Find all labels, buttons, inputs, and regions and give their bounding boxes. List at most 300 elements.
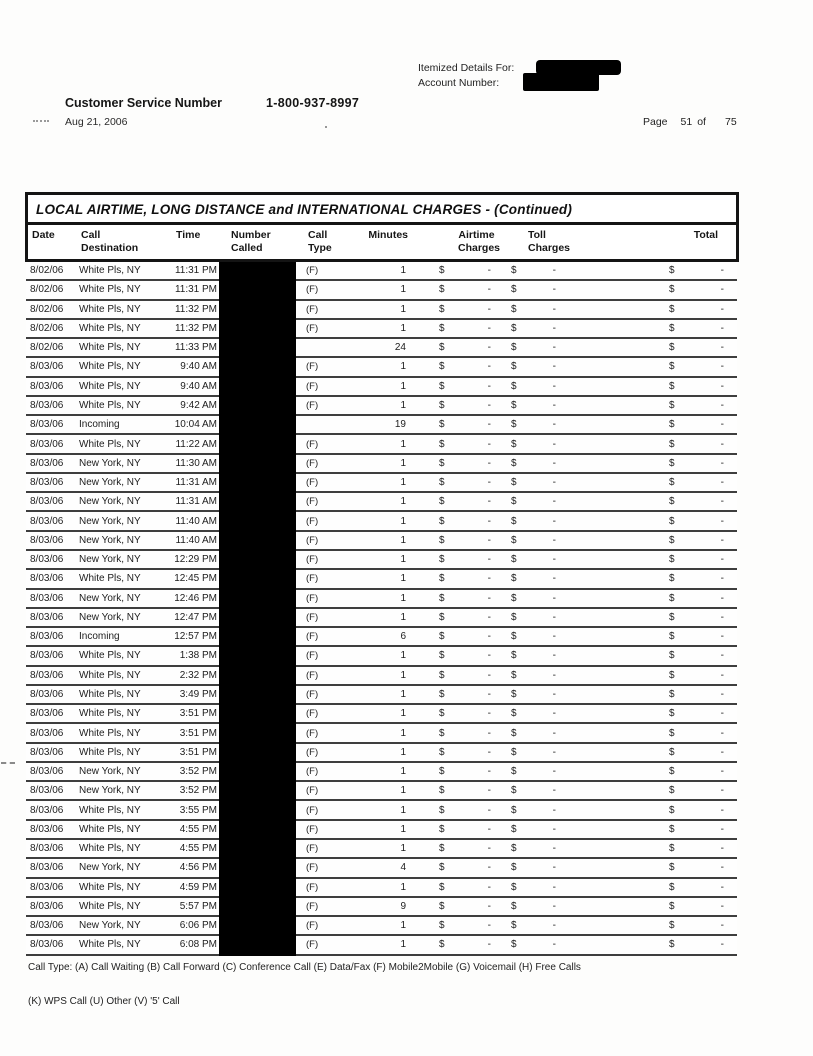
currency-sign: $	[669, 342, 675, 354]
zero-amount-dash: -	[720, 419, 724, 431]
cell-toll-charges	[493, 342, 558, 353]
cell-minutes: 1	[400, 380, 406, 392]
cell-total	[654, 612, 737, 623]
currency-sign: $	[511, 361, 517, 373]
cell-destination: White Pls, NY	[79, 303, 141, 315]
cell-toll-charges	[493, 516, 558, 527]
cell-time: 4:55 PM	[179, 823, 217, 835]
currency-sign: $	[669, 515, 675, 527]
zero-amount-dash: -	[487, 573, 491, 585]
cell-airtime-charges	[406, 361, 493, 372]
zero-amount-dash: -	[552, 881, 556, 893]
currency-sign: $	[669, 284, 675, 296]
cell-airtime-charges	[406, 477, 493, 488]
currency-sign: $	[669, 669, 675, 681]
cell-time: 10:04 AM	[174, 419, 217, 431]
table-row	[26, 262, 737, 281]
zero-amount-dash: -	[487, 342, 491, 354]
cell-destination: White Pls, NY	[79, 361, 141, 373]
currency-sign: $	[439, 881, 445, 893]
cell-minutes: 1	[400, 804, 406, 816]
statement-date: Aug 21, 2006	[65, 116, 128, 128]
cell-toll-charges	[493, 439, 558, 450]
cell-call-type: (F)	[306, 688, 319, 700]
currency-sign: $	[439, 554, 445, 566]
cell-destination: New York, NY	[79, 496, 141, 508]
cell-destination: White Pls, NY	[79, 939, 141, 951]
currency-sign: $	[669, 611, 675, 623]
cell-minutes: 1	[400, 920, 406, 932]
table-row	[26, 455, 737, 474]
zero-amount-dash: -	[720, 477, 724, 489]
cell-toll-charges	[493, 708, 558, 719]
zero-amount-dash: -	[552, 611, 556, 623]
col-header-number-called	[219, 229, 298, 254]
zero-amount-dash: -	[487, 438, 491, 450]
table-row	[26, 879, 737, 898]
currency-sign: $	[511, 727, 517, 739]
cell-call-type: (F)	[306, 881, 319, 893]
cell-time: 11:40 AM	[175, 534, 217, 546]
cell-airtime-charges	[406, 631, 493, 642]
zero-amount-dash: -	[487, 650, 491, 662]
cell-date: 8/03/06	[30, 688, 64, 700]
currency-sign: $	[511, 688, 517, 700]
cell-toll-charges	[493, 670, 558, 681]
currency-sign: $	[669, 804, 675, 816]
zero-amount-dash: -	[487, 265, 491, 277]
cell-call-type: (F)	[306, 920, 319, 932]
zero-amount-dash: -	[720, 438, 724, 450]
cell-time: 6:06 PM	[179, 920, 217, 932]
currency-sign: $	[669, 322, 675, 334]
zero-amount-dash: -	[720, 631, 724, 643]
cell-minutes: 1	[400, 554, 406, 566]
zero-amount-dash: -	[487, 900, 491, 912]
currency-sign: $	[439, 361, 445, 373]
cell-airtime-charges	[406, 304, 493, 315]
cell-time: 3:52 PM	[179, 785, 217, 797]
currency-sign: $	[669, 438, 675, 450]
table-row	[26, 609, 737, 628]
currency-sign: $	[669, 650, 675, 662]
table-row	[26, 840, 737, 859]
cell-total	[654, 862, 737, 873]
cell-destination: White Pls, NY	[79, 708, 141, 720]
cell-minutes: 1	[400, 438, 406, 450]
zero-amount-dash: -	[552, 303, 556, 315]
table-row	[26, 590, 737, 609]
cell-minutes: 1	[400, 496, 406, 508]
cell-destination: White Pls, NY	[79, 650, 141, 662]
cell-date: 8/03/06	[30, 881, 64, 893]
zero-amount-dash: -	[720, 380, 724, 392]
cell-total	[654, 265, 737, 276]
zero-amount-dash: -	[552, 380, 556, 392]
zero-amount-dash: -	[487, 284, 491, 296]
currency-sign: $	[511, 843, 517, 855]
zero-amount-dash: -	[552, 592, 556, 604]
cell-destination: Incoming	[79, 631, 120, 643]
zero-amount-dash: -	[720, 727, 724, 739]
cell-time: 11:31 PM	[174, 284, 217, 296]
currency-sign: $	[439, 650, 445, 662]
cell-date: 8/03/06	[30, 477, 64, 489]
currency-sign: $	[439, 380, 445, 392]
cell-destination: White Pls, NY	[79, 823, 141, 835]
cell-time: 9:40 AM	[180, 361, 217, 373]
cell-toll-charges	[493, 573, 558, 584]
zero-amount-dash: -	[487, 361, 491, 373]
currency-sign: $	[511, 438, 517, 450]
cell-date: 8/03/06	[30, 900, 64, 912]
zero-amount-dash: -	[552, 688, 556, 700]
cell-minutes: 1	[400, 361, 406, 373]
table-row	[26, 320, 737, 339]
cell-total	[654, 766, 737, 777]
customer-service-line	[65, 96, 359, 110]
currency-sign: $	[511, 477, 517, 489]
cell-total	[654, 593, 737, 604]
zero-amount-dash: -	[552, 862, 556, 874]
table-row	[26, 301, 737, 320]
cell-total	[654, 824, 737, 835]
cell-toll-charges	[493, 265, 558, 276]
cell-time: 11:30 AM	[175, 457, 217, 469]
currency-sign: $	[439, 843, 445, 855]
cell-call-type: (F)	[306, 592, 319, 604]
table-row	[26, 532, 737, 551]
cell-time: 12:46 PM	[174, 592, 217, 604]
zero-amount-dash: -	[720, 515, 724, 527]
currency-sign: $	[669, 843, 675, 855]
currency-sign: $	[439, 265, 445, 277]
zero-amount-dash: -	[720, 669, 724, 681]
zero-amount-dash: -	[487, 477, 491, 489]
cell-call-type: (F)	[306, 785, 319, 797]
cell-toll-charges	[493, 535, 558, 546]
cell-airtime-charges	[406, 901, 493, 912]
cell-airtime-charges	[406, 342, 493, 353]
currency-sign: $	[439, 611, 445, 623]
zero-amount-dash: -	[720, 611, 724, 623]
cell-airtime-charges	[406, 670, 493, 681]
cell-airtime-charges	[406, 458, 493, 469]
zero-amount-dash: -	[552, 342, 556, 354]
currency-sign: $	[439, 438, 445, 450]
currency-sign: $	[511, 534, 517, 546]
currency-sign: $	[439, 900, 445, 912]
cell-toll-charges	[493, 612, 558, 623]
col-header-airtime-charges	[408, 229, 501, 254]
cell-minutes: 1	[400, 708, 406, 720]
cell-airtime-charges	[406, 728, 493, 739]
zero-amount-dash: -	[487, 554, 491, 566]
cell-minutes: 1	[400, 284, 406, 296]
cell-date: 8/03/06	[30, 843, 64, 855]
col-header-airtime-line2: Charges	[458, 241, 501, 254]
zero-amount-dash: -	[487, 881, 491, 893]
cell-airtime-charges	[406, 939, 493, 950]
cell-time: 12:45 PM	[174, 573, 217, 585]
col-header-spacer	[560, 229, 653, 254]
table-row	[26, 512, 737, 531]
currency-sign: $	[439, 477, 445, 489]
cell-time: 3:51 PM	[179, 746, 217, 758]
cell-destination: New York, NY	[79, 477, 141, 489]
currency-sign: $	[511, 265, 517, 277]
cell-call-type: (F)	[306, 611, 319, 623]
zero-amount-dash: -	[552, 477, 556, 489]
cell-total	[654, 920, 737, 931]
zero-amount-dash: -	[720, 746, 724, 758]
currency-sign: $	[669, 881, 675, 893]
cell-date: 8/03/06	[30, 573, 64, 585]
zero-amount-dash: -	[487, 766, 491, 778]
zero-amount-dash: -	[720, 265, 724, 277]
cell-airtime-charges	[406, 573, 493, 584]
cell-minutes: 6	[400, 631, 406, 643]
cell-call-type: (F)	[306, 823, 319, 835]
itemized-details-block	[418, 61, 514, 91]
col-header-type-line2: Type	[308, 241, 332, 254]
cell-minutes: 1	[400, 688, 406, 700]
cell-airtime-charges	[406, 862, 493, 873]
cell-toll-charges	[493, 650, 558, 661]
cell-call-type: (F)	[306, 746, 319, 758]
currency-sign: $	[511, 573, 517, 585]
currency-sign: $	[511, 611, 517, 623]
cell-time: 6:08 PM	[179, 939, 217, 951]
zero-amount-dash: -	[487, 746, 491, 758]
zero-amount-dash: -	[720, 534, 724, 546]
table-row	[26, 705, 737, 724]
zero-amount-dash: -	[552, 843, 556, 855]
cell-minutes: 19	[394, 419, 406, 431]
zero-amount-dash: -	[720, 322, 724, 334]
cell-airtime-charges	[406, 612, 493, 623]
cell-total	[654, 728, 737, 739]
currency-sign: $	[511, 303, 517, 315]
cell-call-type: (F)	[306, 573, 319, 585]
zero-amount-dash: -	[720, 342, 724, 354]
cell-destination: New York, NY	[79, 785, 141, 797]
cell-destination: Incoming	[79, 419, 120, 431]
cell-minutes: 1	[400, 592, 406, 604]
col-header-toll-line1: Toll	[528, 229, 546, 241]
cell-toll-charges	[493, 381, 558, 392]
customer-service-number: 1-800-937-8997	[266, 96, 360, 110]
col-header-destination-line2: Destination	[81, 241, 139, 254]
cell-minutes: 1	[400, 939, 406, 951]
zero-amount-dash: -	[487, 669, 491, 681]
table-row	[26, 667, 737, 686]
cell-total	[654, 439, 737, 450]
currency-sign: $	[511, 766, 517, 778]
cell-date: 8/03/06	[30, 862, 64, 874]
col-header-date: Date	[32, 229, 55, 241]
cell-call-type: (F)	[306, 265, 319, 277]
cell-total	[654, 361, 737, 372]
currency-sign: $	[439, 823, 445, 835]
zero-amount-dash: -	[487, 611, 491, 623]
itemized-details-label: Itemized Details For:	[418, 62, 515, 74]
zero-amount-dash: -	[552, 727, 556, 739]
cell-airtime-charges	[406, 882, 493, 893]
cell-time: 12:47 PM	[174, 611, 217, 623]
cell-date: 8/03/06	[30, 631, 64, 643]
zero-amount-dash: -	[720, 592, 724, 604]
cell-time: 4:59 PM	[179, 881, 217, 893]
cell-toll-charges	[493, 939, 558, 950]
zero-amount-dash: -	[552, 554, 556, 566]
zero-amount-dash: -	[720, 766, 724, 778]
currency-sign: $	[669, 380, 675, 392]
currency-sign: $	[439, 862, 445, 874]
cell-total	[654, 631, 737, 642]
zero-amount-dash: -	[552, 669, 556, 681]
cell-total	[654, 939, 737, 950]
zero-amount-dash: -	[552, 534, 556, 546]
currency-sign: $	[511, 496, 517, 508]
cell-call-type: (F)	[306, 380, 319, 392]
cell-date: 8/03/06	[30, 785, 64, 797]
cell-destination: White Pls, NY	[79, 342, 141, 354]
cell-toll-charges	[493, 496, 558, 507]
cell-destination: New York, NY	[79, 611, 141, 623]
currency-sign: $	[669, 361, 675, 373]
zero-amount-dash: -	[720, 708, 724, 720]
cell-time: 11:32 PM	[174, 303, 217, 315]
cell-airtime-charges	[406, 593, 493, 604]
currency-sign: $	[511, 554, 517, 566]
table-row	[26, 724, 737, 743]
currency-sign: $	[669, 265, 675, 277]
cell-date: 8/03/06	[30, 766, 64, 778]
table-row	[26, 936, 737, 955]
currency-sign: $	[439, 766, 445, 778]
cell-toll-charges	[493, 805, 558, 816]
zero-amount-dash: -	[487, 534, 491, 546]
currency-sign: $	[511, 380, 517, 392]
table-row	[26, 763, 737, 782]
zero-amount-dash: -	[487, 399, 491, 411]
cell-date: 8/03/06	[30, 380, 64, 392]
zero-amount-dash: -	[552, 631, 556, 643]
cell-destination: White Pls, NY	[79, 843, 141, 855]
zero-amount-dash: -	[720, 920, 724, 932]
cell-call-type: (F)	[306, 322, 319, 334]
currency-sign: $	[511, 399, 517, 411]
cell-time: 5:57 PM	[179, 900, 217, 912]
zero-amount-dash: -	[720, 496, 724, 508]
cell-destination: White Pls, NY	[79, 804, 141, 816]
cell-time: 3:55 PM	[179, 804, 217, 816]
table-row	[26, 493, 737, 512]
zero-amount-dash: -	[487, 688, 491, 700]
zero-amount-dash: -	[487, 939, 491, 951]
cell-airtime-charges	[406, 708, 493, 719]
cell-date: 8/03/06	[30, 939, 64, 951]
cell-airtime-charges	[406, 400, 493, 411]
cell-toll-charges	[493, 882, 558, 893]
cell-date: 8/02/06	[30, 342, 64, 354]
cell-minutes: 1	[400, 399, 406, 411]
zero-amount-dash: -	[552, 900, 556, 912]
zero-amount-dash: -	[720, 554, 724, 566]
cell-total	[654, 458, 737, 469]
currency-sign: $	[669, 534, 675, 546]
customer-service-label: Customer Service Number	[65, 96, 223, 110]
cell-date: 8/03/06	[30, 708, 64, 720]
cell-total	[654, 882, 737, 893]
cell-date: 8/03/06	[30, 611, 64, 623]
zero-amount-dash: -	[720, 573, 724, 585]
redaction-bar-account-number	[523, 73, 599, 91]
cell-destination: White Pls, NY	[79, 399, 141, 411]
zero-amount-dash: -	[552, 708, 556, 720]
currency-sign: $	[439, 284, 445, 296]
zero-amount-dash: -	[552, 419, 556, 431]
zero-amount-dash: -	[487, 920, 491, 932]
currency-sign: $	[511, 881, 517, 893]
zero-amount-dash: -	[487, 843, 491, 855]
table-row	[26, 821, 737, 840]
cell-date: 8/03/06	[30, 727, 64, 739]
cell-destination: White Pls, NY	[79, 900, 141, 912]
zero-amount-dash: -	[552, 920, 556, 932]
page-number: 51	[680, 116, 693, 128]
cell-total	[654, 554, 737, 565]
cell-call-type: (F)	[306, 766, 319, 778]
cell-destination: White Pls, NY	[79, 881, 141, 893]
cell-minutes: 1	[400, 843, 406, 855]
cell-time: 3:51 PM	[179, 727, 217, 739]
cell-call-type: (F)	[306, 631, 319, 643]
cell-minutes: 1	[400, 322, 406, 334]
cell-time: 1:38 PM	[179, 650, 217, 662]
currency-sign: $	[511, 920, 517, 932]
cell-toll-charges	[493, 419, 558, 430]
cell-airtime-charges	[406, 265, 493, 276]
cell-total	[654, 805, 737, 816]
cell-toll-charges	[493, 785, 558, 796]
zero-amount-dash: -	[720, 303, 724, 315]
zero-amount-dash: -	[552, 399, 556, 411]
zero-amount-dash: -	[552, 361, 556, 373]
cell-call-type: (F)	[306, 515, 319, 527]
currency-sign: $	[669, 573, 675, 585]
cell-airtime-charges	[406, 554, 493, 565]
cell-total	[654, 400, 737, 411]
zero-amount-dash: -	[720, 688, 724, 700]
zero-amount-dash: -	[552, 515, 556, 527]
cell-time: 9:42 AM	[180, 399, 217, 411]
cell-toll-charges	[493, 901, 558, 912]
cell-destination: New York, NY	[79, 920, 141, 932]
cell-toll-charges	[493, 477, 558, 488]
zero-amount-dash: -	[720, 785, 724, 797]
table-row	[26, 358, 737, 377]
cell-minutes: 1	[400, 611, 406, 623]
cell-minutes: 1	[400, 457, 406, 469]
cell-time: 11:31 AM	[175, 496, 217, 508]
currency-sign: $	[669, 399, 675, 411]
currency-sign: $	[669, 477, 675, 489]
cell-call-type: (F)	[306, 804, 319, 816]
cell-call-type: (F)	[306, 477, 319, 489]
cell-time: 3:52 PM	[179, 766, 217, 778]
